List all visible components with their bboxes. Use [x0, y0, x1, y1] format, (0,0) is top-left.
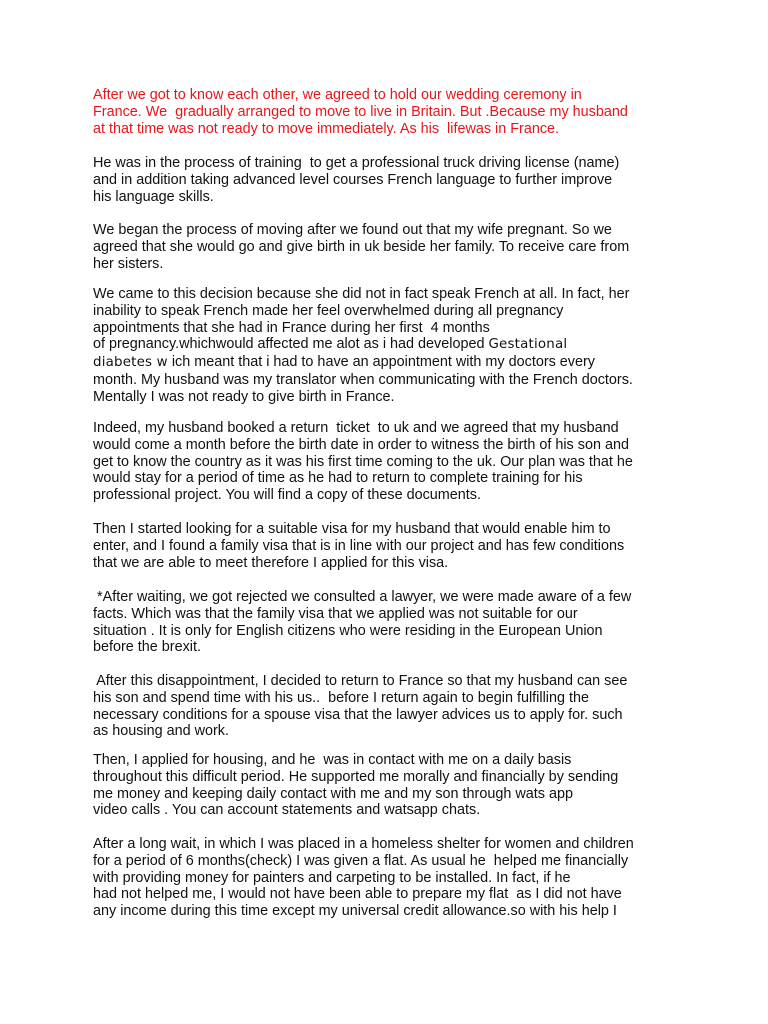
paragraph-shelter — [93, 836, 693, 920]
text-line: Then I started looking for a suitable visa for my husband that would enable him to — [93, 521, 611, 537]
text-line: before the brexit. — [93, 639, 201, 656]
text-run: ich meant that i had to have an appointment with my doctors every — [167, 354, 595, 371]
text-line: would come a month before the birth date in order to witness the birth of his son and — [93, 436, 629, 453]
text-line: his language skills. — [93, 188, 214, 205]
text-line: get to know the country as it was his first time coming to the uk. Our plan was that he — [93, 453, 633, 470]
text-line: He was in the process of training to get a professional truck driving license (name) — [93, 155, 620, 171]
text-line: month. My husband was my translator when communicating with the French doctors. — [93, 371, 633, 388]
text-line: and in addition taking advanced level courses French language to further improve — [93, 171, 613, 188]
text-line: After this disappointment, I decided to return to France so that my husband can see — [93, 673, 628, 689]
text-line: *After waiting, we got rejected we consulted a lawyer, we were made aware of a few — [93, 589, 632, 605]
text-line: throughout this difficult period. He supported me morally and financially by sending — [93, 768, 619, 785]
text-line: After a long wait, in which I was placed in a homeless shelter for women and children — [93, 836, 634, 852]
text-line: me money and keeping daily contact with me and my son through wats app — [93, 785, 573, 802]
text-line: with providing money for painters and carpeting to be installed. In fact, if he — [93, 869, 571, 886]
text-run-alt-font: Gestational — [488, 337, 568, 353]
text-line: Mentally I was not ready to give birth in France. — [93, 388, 395, 405]
text-line: agreed that she would go and give birth in uk beside her family. To receive care from — [93, 238, 630, 255]
paragraph-training — [93, 155, 693, 205]
text-line: facts. Which was that the family visa that we applied was not suitable for our — [93, 605, 578, 622]
text-line: had not helped me, I would not have been able to prepare my flat as I did not have — [93, 886, 622, 903]
text-line: that we are able to meet therefore I applied for this visa. — [93, 554, 449, 571]
text-line: for a period of 6 months(check) I was given a flat. As usual he helped me financially — [93, 852, 629, 869]
text-line: video calls . You can account statements and watsapp chats. — [93, 802, 481, 819]
text-line: Then, I applied for housing, and he was in contact with me on a daily basis — [93, 752, 572, 768]
paragraph-return-ticket — [93, 420, 693, 504]
text-line: any income during this time except my universal credit allowance.so with his help I — [93, 903, 617, 920]
text-line: necessary conditions for a spouse visa that the lawyer advices us to apply for. such — [93, 706, 623, 723]
text-line: would stay for a period of time as he had to return to complete training for his — [93, 470, 583, 487]
text-run-alt-font: diabetes w — [93, 355, 168, 371]
text-line: professional project. You will find a copy of these documents. — [93, 487, 481, 504]
paragraph-decision — [93, 286, 693, 406]
text-line: After we got to know each other, we agreed to hold our wedding ceremony in — [93, 87, 582, 103]
text-line: his son and spend time with his us.. before I return again to begin fulfilling the — [93, 689, 589, 706]
text-line: appointments that she had in France during her first 4 months — [93, 319, 490, 336]
text-line: at that time was not ready to move immediately. As his lifewas in France. — [93, 120, 560, 137]
text-line: We began the process of moving after we found out that my wife pregnant. So we — [93, 222, 612, 238]
text-line: her sisters. — [93, 255, 164, 272]
text-line — [93, 336, 693, 354]
text-line: inability to speak French made her feel overwhelmed during all pregnancy — [93, 302, 564, 319]
text-line: We came to this decision because she did not in fact speak French at all. In fact, her — [93, 286, 630, 302]
paragraph-visa-search — [93, 521, 693, 571]
paragraph-rejection — [93, 589, 693, 656]
paragraph-housing — [93, 752, 693, 819]
text-run: of pregnancy.whichwould affected me alot as i had developed — [93, 336, 489, 353]
text-line: situation . It is only for English citizens who were residing in the European Union — [93, 622, 603, 639]
text-line: enter, and I found a family visa that is in line with our project and has few conditions — [93, 537, 625, 554]
paragraph-wedding-intro — [93, 87, 693, 137]
paragraph-moving — [93, 222, 693, 272]
text-line — [93, 354, 693, 372]
text-line: France. We gradually arranged to move to live in Britain. But .Because my husband — [93, 103, 628, 120]
paragraph-return-france — [93, 673, 693, 740]
text-line: as housing and work. — [93, 723, 229, 740]
text-line: Indeed, my husband booked a return ticket to uk and we agreed that my husband — [93, 420, 619, 436]
